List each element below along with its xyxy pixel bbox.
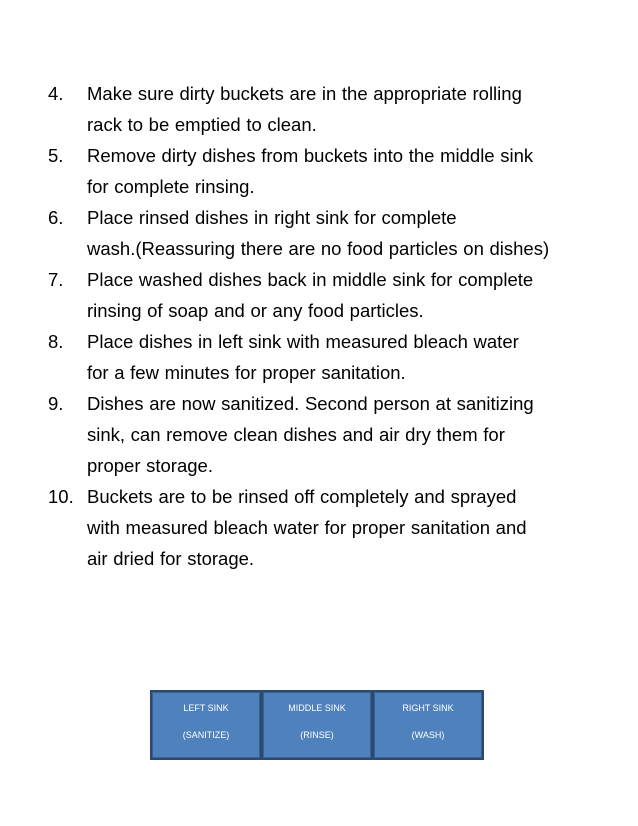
- step-text-line: Place dishes in left sink with measured bleach water: [87, 331, 519, 352]
- step-text-line: Dishes are now sanitized. Second person at sanitizing: [87, 393, 534, 414]
- sink-role: (RINSE): [300, 730, 334, 740]
- step-item: [48, 326, 608, 388]
- step-number: 10.: [48, 486, 74, 507]
- step-text-line: proper storage.: [87, 455, 213, 476]
- sink-role: (SANITIZE): [182, 730, 230, 740]
- step-text-line: rinsing of soap and or any food particles.: [87, 300, 424, 321]
- sink-name: RIGHT SINK: [402, 703, 454, 713]
- step-number: 9.: [48, 393, 64, 414]
- step-item: [48, 78, 608, 140]
- sink-diagram: [150, 690, 484, 760]
- sink-name: MIDDLE SINK: [288, 703, 346, 713]
- step-text-line: wash.(Reassuring there are no food particles on dishes): [87, 238, 550, 259]
- middle-sink-box: [263, 692, 371, 758]
- right-sink-box: [374, 692, 482, 758]
- step-item: [48, 140, 608, 202]
- step-item: [48, 202, 608, 264]
- step-text-line: Remove dirty dishes from buckets into the middle sink: [87, 145, 534, 166]
- step-item: [48, 481, 608, 574]
- step-number: 7.: [48, 269, 64, 290]
- step-number: 8.: [48, 331, 64, 352]
- step-number: 6.: [48, 207, 64, 228]
- step-number: 4.: [48, 83, 64, 104]
- step-text-line: for a few minutes for proper sanitation.: [87, 362, 406, 383]
- step-number: 5.: [48, 145, 64, 166]
- sink-role: (WASH): [411, 730, 445, 740]
- step-item: [48, 264, 608, 326]
- left-sink-box: [152, 692, 260, 758]
- step-text-line: Place rinsed dishes in right sink for complete: [87, 207, 457, 228]
- sink-name: LEFT SINK: [183, 703, 229, 713]
- step-text-line: for complete rinsing.: [87, 176, 255, 197]
- step-text-line: Buckets are to be rinsed off completely and sprayed: [87, 486, 517, 507]
- step-text-line: rack to be emptied to clean.: [87, 114, 317, 135]
- step-text-line: sink, can remove clean dishes and air dry them for: [87, 424, 505, 445]
- step-text-line: Make sure dirty buckets are in the appropriate rolling: [87, 83, 522, 104]
- step-text-line: Place washed dishes back in middle sink for complete: [87, 269, 534, 290]
- procedure-steps-list: [48, 78, 608, 574]
- step-text-line: with measured bleach water for proper sanitation and: [87, 517, 527, 538]
- step-item: [48, 388, 608, 481]
- step-text-line: air dried for storage.: [87, 548, 255, 569]
